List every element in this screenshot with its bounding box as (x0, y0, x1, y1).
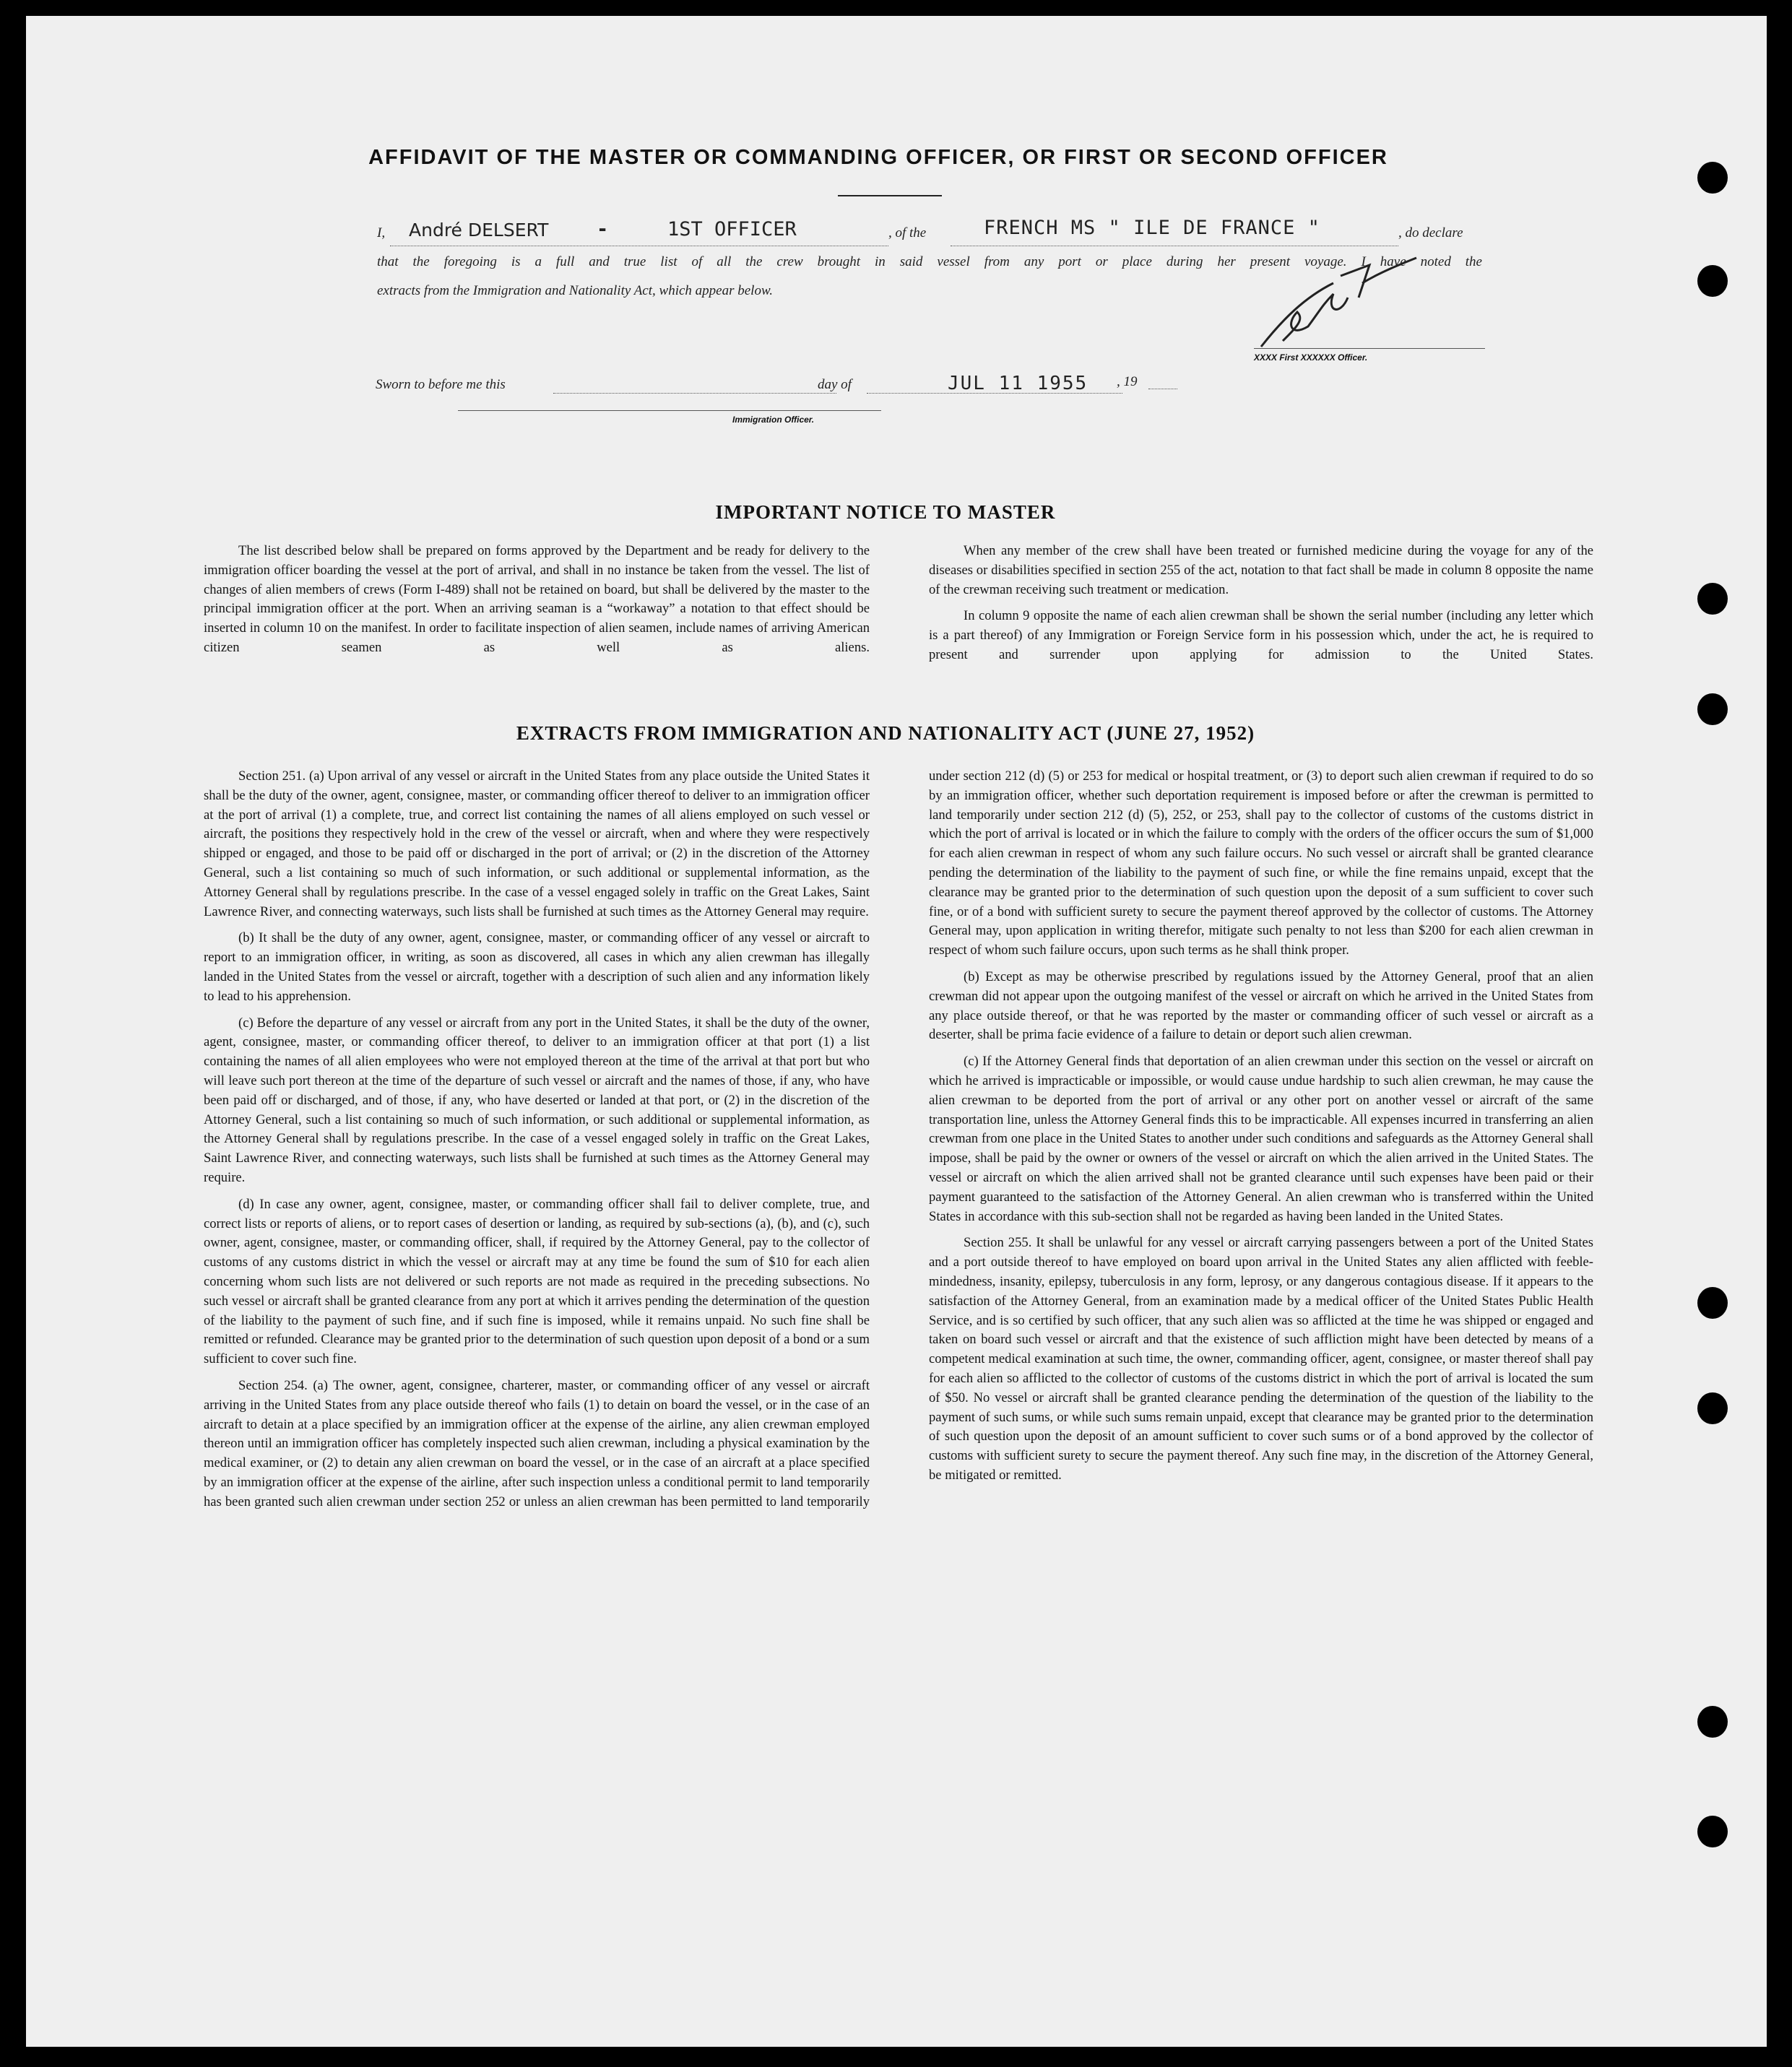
section-251b: (b) It shall be the duty of any owner, agent, consignee, master, or commanding officer of any vessel or aircraft to report to an immigration officer, in writing, as soon as discovered, all cases in which any alien crewman has illegally landed in the United States from the vessel or aircraft, together with a description of such alien and any information likely to lead to his apprehension. (204, 930, 870, 1004)
affidavit-title: AFFIDAVIT OF THE MASTER OR COMMANDING OFFICER, OR FIRST OR SECOND OFFICER (368, 146, 1388, 169)
notice-right-paragraph-2: In column 9 opposite the name of each alien crewman shall be shown the serial number (including any letter which is a part thereof) of any Immigration or Foreign Service form in his possession which, under the act, he is required to present and surrender upon applying for admission to the United States. (929, 608, 1593, 662)
do-declare-label: , do declare (1398, 225, 1463, 240)
signature-caption: XXXX First XXXXXX Officer. (1254, 352, 1368, 363)
notice-left-paragraph: The list described below shall be prepared on forms approved by the Department and be ready for delivery to the immigration officer boarding the vessel at the port of arrival, and shall in no instance be taken from the vessel. The list of changes of alien members of crews (Form I-489) shall not be retained on board, but shall be delivered by the master to the principal immigration officer at the port. When an arriving seaman is a “workaway” a notation to that effect should be inserted in column 10 on the manifest. In order to facilitate inspection of alien seamen, include names of arriving American citizen seamen as well as aliens. (204, 543, 870, 655)
punch-hole (1697, 265, 1728, 297)
punch-hole (1697, 1706, 1728, 1738)
notice-left-column (204, 542, 870, 665)
vessel-name: FRENCH MS " ILE DE FRANCE " (984, 217, 1320, 239)
punch-hole (1697, 693, 1728, 725)
i-label: I, (377, 225, 386, 240)
punch-hole (1697, 1816, 1728, 1847)
section-255: Section 255. It shall be unlawful for any vessel or aircraft carrying passengers between a port of the United States and a port outside thereof to have employed on board upon arrival in the United States any alien afflicted with feeble-mindedness, insanity, epilepsy, tuberculosis in any form, leprosy, or any dangerous contagious disease. If it appears to the satisfaction of the Attorney General, from an examination made by a medical officer of the United States Public Health Service, and is so certified by such officer, that any such alien was so afflicted at the time he was shipped or engaged and taken on board such vessel or aircraft and that the existence of such affliction might have been detected by means of a competent medical examination at such time, the owner, commanding officer, agent, consignee, or master thereof shall pay for each alien so afflicted to the collector of customs of the customs district in which the port of arrival is located the sum of $50. No vessel or aircraft shall be granted clearance pending the determination of the question of the liability to the payment of such sums, or while such sums remain unpaid, except that clearance may be granted prior to the determination of such question upon the deposit of an amount sufficient to cover such sums or of a bond approved by the collector of customs with sufficient surety to secure the payment thereof. Any such fine may, in the discretion of the Attorney General, be mitigated or remitted. (929, 1235, 1593, 1483)
extracts-heading: EXTRACTS FROM IMMIGRATION AND NATIONALITY ACT (JUNE 27, 1952) (516, 722, 1255, 744)
notice-right-column (929, 542, 1593, 672)
signature-line (1254, 348, 1485, 349)
immigration-officer-label: Immigration Officer. (732, 415, 815, 425)
extracts-right-column (929, 767, 1593, 1493)
name-dash: - (597, 218, 609, 240)
sworn-label: Sworn to before me this (376, 377, 506, 392)
punch-hole (1697, 583, 1728, 615)
of-the-label: , of the (888, 225, 927, 240)
section-251c: (c) Before the departure of any vessel or aircraft from any port in the United States, it shall be the duty of the owner, agent, consignee, master, or commanding officer thereof, to deliver to an immigration officer at that port (1) a list containing the names of all alien employees who were not employed thereon at the time of the arrival at that port but who will leave such port thereon at the time of the departure of such vessel or aircraft and the names of those, if any, who have been paid off or discharged, and of those, if any, who have deserted or landed at that port, or (2) in the discretion of the Attorney General, such a list containing so much of such information, or such additional or supplemental information, as the Attorney General shall by regulations prescribe. In the case of a vessel engaged solely in traffic on the Great Lakes, Saint Lawrence River, and connecting waterways, such lists shall be furnished at such times as the Attorney General may require. (204, 1015, 870, 1185)
punch-hole (1697, 1287, 1728, 1319)
section-251d: (d) In case any owner, agent, consignee, master, or commanding officer shall fail to deliver complete, true, and correct lists or reports of aliens, or to report cases of desertion or landing, as required by sub-sections (a), (b), and (c), such owner, agent, consignee, master, or commanding officer, shall, if required by the Attorney General, pay to the collector of customs of any customs district in which the vessel or aircraft may at any time be found the sum of $10 for each alien concerning whom such lists are not delivered or such reports are not made as required in the preceding subsections. No such vessel or aircraft shall be granted clearance from any port at which it arrives pending the determination of the question of the liability to the payment of such fine, and if such fine is imposed, while it remains unpaid. No such fine shall be remitted or refunded. Clearance may be granted prior to the determination of such question upon deposit of a bond or a sum sufficient to cover such fine. (204, 1196, 870, 1367)
title-rule (838, 195, 942, 196)
sworn-day-line (553, 393, 836, 394)
officer-name: André DELSERT (409, 220, 549, 240)
declaration-line-2: that the foregoing is a full and true list of all the crew brought in said vessel from any port or place during her present voyage. I have noted the (377, 254, 1482, 269)
declaration-line-3: extracts from the Immigration and Nationality Act, which appear below. (377, 283, 773, 298)
section-254a-continued: under section 212 (d) (5) or 253 for medical or hospital treatment, or (3) to deport such alien crewman if required to do so by an immigration officer, whether such deportation requirement is imposed before or after the crewman is permitted to land temporarily under section 212 (d) (5), 252, or 253, shall pay to the collector of customs of the customs district in which the port of arrival is located or in which the failure to comply with the orders of the officer occurs the sum of $1,000 for each alien crewman in respect of whom any such failure occurs. No such vessel or aircraft shall be granted clearance pending the determination of the liability to the payment of such fine, or while the fine remains unpaid, except that the clearance may be granted prior to the determination of such question upon the deposit of a sum sufficient to cover such fine, or of a bond with sufficient surety to secure the payment thereof approved by the collector of customs. The Attorney General may, upon application in writing therefor, mitigate such penalty to not less than $200 for each alien crewman in respect of whom such failure occurs, upon such terms as he shall think proper. (929, 768, 1593, 958)
officer-rank: 1ST OFFICER (667, 218, 797, 240)
section-254a: Section 254. (a) The owner, agent, consignee, charterer, master, or commanding officer of any vessel or aircraft arriving in the United States from any place outside thereof who fails (1) to detain on board the vessel, or in the case of an aircraft to detain at a place specified by an immigration officer at the expense of the airline, any alien crewman employed thereon until an immigration officer has completely inspected such alien crewman, including a physical examination by the medical examiner, or (2) to detain any alien crewman on board the vessel, or in the case of an aircraft at a place specified by an immigration officer at the expense of the airline, after such inspection unless a conditional permit to land temporarily has been granted such alien crewman under section 252 or unless an alien crewman has been permitted to land temporarily (204, 1377, 870, 1509)
document-page (26, 16, 1767, 2047)
day-of-label: day of (818, 377, 852, 392)
immigration-officer-line (458, 410, 881, 411)
section-254c: (c) If the Attorney General finds that deportation of an alien crewman under this section on the vessel or aircraft on which he arrived is impracticable or impossible, or would cause undue hardship to such alien crewman, he may cause the alien crewman to be deported from the port of arrival or any other port on another vessel or aircraft of the same transportation line, unless the Attorney General finds this to be impracticable. All expenses incurred in transferring an alien crewman from one place in the United States to another under such conditions and safeguards as the Attorney General shall impose, shall be paid by the owner or owners of the vessel or aircraft on which the alien arrived in the United States. The vessel or aircraft on which the alien arrived shall not be granted clearance until such expenses have been paid or their payment guaranteed to the satisfaction of the Attorney General. An alien crewman who is transferred within the United States in accordance with this sub-section shall not be regarded as having been landed in the United States. (929, 1054, 1593, 1224)
officer-signature (1254, 254, 1420, 363)
year-prefix: , 19 (1117, 374, 1138, 389)
section-254b: (b) Except as may be otherwise prescribed by regulations issued by the Attorney General, proof that an alien crewman did not appear upon the outgoing manifest of the vessel or aircraft on which he arrived in the United States from any place outside thereof, or that he was reported by the master or commanding officer of such vessel or aircraft as a deserter, shall be prima facie evidence of a failure to detain or deport such alien crewman. (929, 968, 1593, 1043)
extracts-left-column (204, 767, 870, 1519)
notice-heading: IMPORTANT NOTICE TO MASTER (715, 501, 1056, 523)
section-251a: Section 251. (a) Upon arrival of any vessel or aircraft in the United States from any place outside the United States it shall be the duty of the owner, agent, consignee, master, or commanding officer thereof to deliver to an immigration officer at the port of arrival (1) a complete, true, and correct list containing the names of all aliens employed on such vessel or aircraft, the positions they respectively hold in the crew of the vessel or aircraft, when and where they were respectively shipped or engaged, and those to be paid off or discharged in the port of arrival; or (2) in the discretion of the Attorney General, such a list containing so much of such information, or such additional or supplemental information, as the Attorney General shall by regulations prescribe. In the case of a vessel engaged solely in traffic on the Great Lakes, Saint Lawrence River, and connecting waterways, such lists shall be furnished at such times as the Attorney General may require. (204, 768, 870, 919)
notice-right-paragraph-1: When any member of the crew shall have been treated or furnished medicine during the voyage for any of the diseases or disabilities specified in section 255 of the act, notation to that fact shall be made in column 8 opposite the name of the crewman receiving such treatment or medication. (929, 543, 1593, 597)
punch-hole (1697, 1392, 1728, 1424)
sworn-date: JUL 11 1955 (948, 373, 1088, 394)
